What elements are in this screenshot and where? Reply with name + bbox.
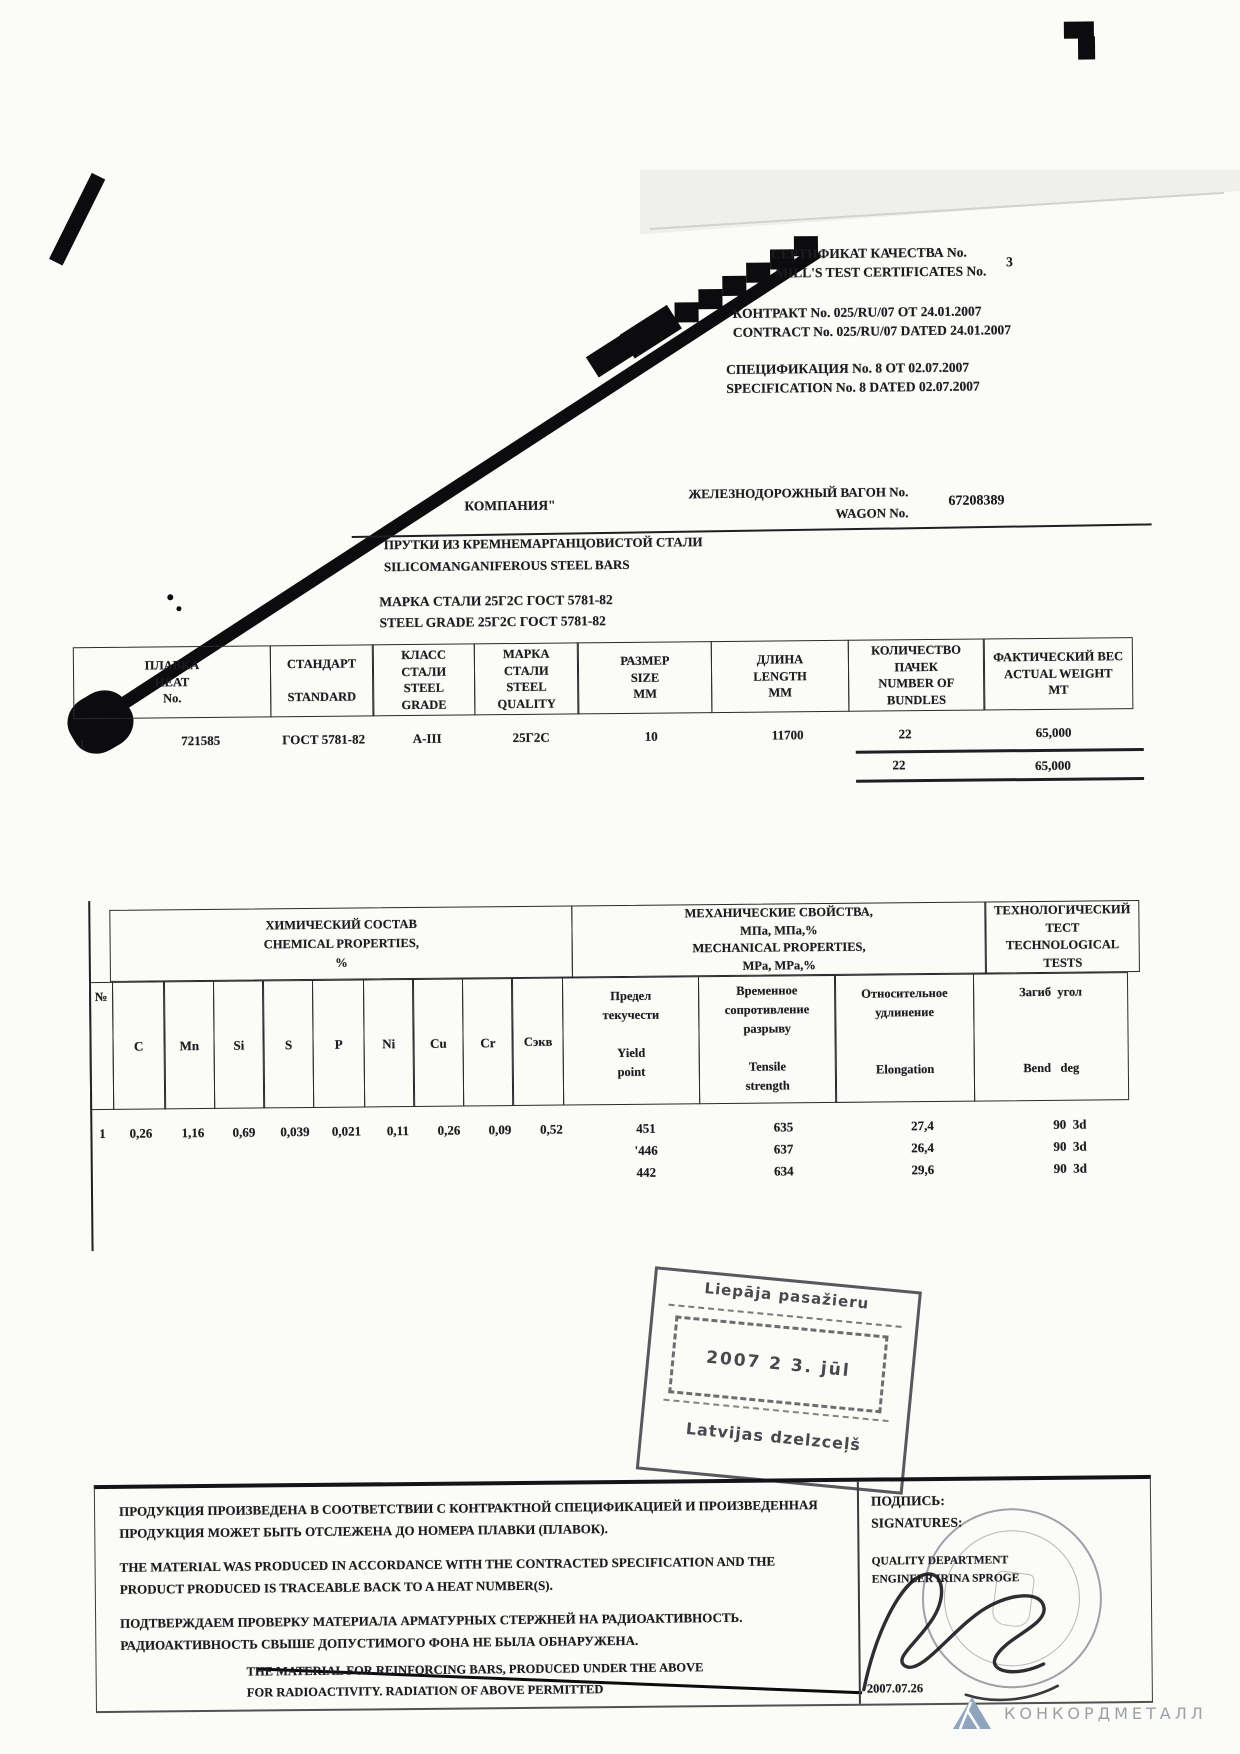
table2-cell-cu: 0,26 [437,1122,461,1138]
table2-header-mn: Mn [163,981,215,1109]
footer-brand [952,1696,1207,1730]
table2-cell-yield: 451 '446 442 [634,1120,658,1180]
scan-speck [176,606,181,611]
table1-header-bundles: КОЛИЧЕСТВО ПАЧЕК NUMBER OF BUNDLES [847,638,985,711]
specification-line-ru: СПЕЦИФИКАЦИЯ No. 8 ОТ 02.07.2007 [726,359,970,377]
table2-header-bend: Загиб угол Bend deg [973,972,1129,1101]
table1-header-standard: СТАНДАРТ STANDARD [269,644,374,717]
table2-cell-ni: 0,11 [386,1123,410,1139]
table2-cell-ceq: 0,52 [539,1121,563,1137]
table1-header-size: РАЗМЕР SIZE ММ [577,641,713,714]
table1-cell-steel-quality: 25Г2С [512,729,550,746]
specification-line-en: SPECIFICATION No. 8 DATED 02.07.2007 [726,378,980,396]
scan-step [722,276,746,296]
certificate-number: 3 [1006,254,1013,270]
scan-step [674,302,698,322]
table2-cell-mn: 1,16 [181,1125,205,1141]
table2-header-cr: Cr [462,978,514,1106]
table2-data-row [90,1113,1148,1189]
certificate-title-ru: СЕРТИФИКАТ КАЧЕСТВА No. [770,244,967,262]
scan-edge-slash [49,173,105,266]
railway-stamp [636,1266,922,1495]
signature-label-en: SIGNATURES: [871,1514,963,1531]
brand-name: КОНКОРДМЕТАЛЛ [1004,1703,1207,1723]
steel-grade-en: STEEL GRADE 25Г2С ГОСТ 5781-82 [379,613,606,631]
table2-header-cu: Cu [412,979,464,1107]
scan-corner-mark2 [1078,36,1095,59]
totals-weight: 65,000 [1035,757,1071,774]
table2-header-p: P [312,979,365,1107]
steel-grade-ru: МАРКА СТАЛИ 25Г2С ГОСТ 5781-82 [379,592,613,610]
table2-header-elongation: Относительное удлинение Elongation [834,974,975,1103]
table1-cell-size: 10 [644,728,658,744]
wagon-number: 67208389 [948,493,1005,509]
engineer-name: ENGINEER IRINA SPROGE [871,1572,1020,1586]
table1-header-steel-class: КЛАСС СТАЛИ STEEL GRADE [372,643,476,716]
signature-label-ru: ПОДПИСЬ: [870,1492,945,1509]
table1-cell-weight: 65,000 [1035,724,1072,741]
table1-header-steel-quality: МАРКА СТАЛИ STEEL QUALITY [474,642,580,715]
scan-step [746,263,770,283]
table2-cell-si: 0,69 [232,1124,256,1140]
table2-chemical-group-header: ХИМИЧЕСКИЙ СОСТАВ CHEMICAL PROPERTIES, % [110,905,574,981]
table2-header-c: C [112,981,166,1110]
table2-cell-s: 0,039 [280,1123,310,1140]
brand-triangle-icon [952,1696,992,1730]
product-name-ru: ПРУТКИ ИЗ КРЕМНЕМАРГАНЦОВИСТОЙ СТАЛИ [383,534,703,553]
contract-line-en: CONTRACT No. 025/RU/07 DATED 24.01.2007 [732,322,1011,340]
table1-header-length: ДЛИНА LENGTH ММ [711,640,850,713]
totals-rule-bottom [856,777,1144,782]
table2-cell-p: 0,021 [331,1123,362,1139]
table1-cell-length: 11700 [771,727,804,743]
stamp-date: 2007 2 3. jūl [705,1347,852,1382]
table2-header-yield: Предел текучести Yield point [562,976,700,1105]
table1-row-number: 1 [78,736,86,752]
product-name-en: SILICOMANGANIFEROUS STEEL BARS [383,556,630,575]
table2-no-spacer [87,910,112,982]
table1-data-row [74,724,1144,750]
contract-line-ru: КОНТРАКТ No. 025/RU/07 ОТ 24.01.2007 [732,303,982,321]
stamp-org-line: Latvijas dzelzceļš [685,1418,862,1455]
stamp-city-line: Liepāja pasažieru [703,1279,871,1313]
wagon-label-en: WAGON No. [835,505,909,521]
table2-header-tensile: Временное сопротивление разрыву Tensile strength [698,975,837,1104]
wagon-label-ru: ЖЕЛЕЗНОДОРОЖНЫЙ ВАГОН No. [688,484,909,502]
declaration-p1-ru: ПРОДУКЦИЯ ПРОИЗВЕДЕНА В СООТВЕТСТВИИ С КОНТРАКТНОЙ СПЕЦИФИКАЦИЕЙ И ПРОИЗВЕДЕННАЯ ПРОДУКЦИЯ МОЖЕТ БЫТЬ ОТСЛЕЖЕНА ДО НОМЕРА ПЛАВКИ (ПЛАВОК). [118,1497,818,1541]
totals-bundles: 22 [892,757,906,773]
table2-header-ni: Ni [363,979,415,1107]
table1-header-heat: ПЛАВКА HEAT No. [73,645,272,719]
table2-mechanical-group-header: МЕХАНИЧЕСКИЕ СВОЙСТВА, МПа, МПа,% MECHANICAL PROPERTIES, MPa, MPa,% [571,901,987,977]
declaration-p2-en: THE MATERIAL WAS PRODUCED IN ACCORDANCE WITH THE CONTRACTED SPECIFICATION AND THE PRODUCT PRODUCED IS TRACEABLE BACK TO A HEAT NUMBER(S). [119,1553,776,1597]
table2-cell-c: 0,26 [129,1125,153,1141]
table2-cell-tensile: 635 637 634 [773,1119,794,1179]
totals-rule-top [856,748,1144,754]
table2-subheader-row [89,972,1147,1110]
handwritten-signature [844,1536,1081,1713]
table1-header-row [73,637,1144,719]
table2-group-header-row [88,900,1146,982]
scan-speck [167,594,173,600]
certificate-title-en: MILL'S TEST CERTIFICATES No. [775,263,987,281]
table1-cell-heat: 721585 [181,732,221,749]
table2-cell-no: 1 [99,1125,106,1142]
signature-date: 2007.07.26 [866,1681,924,1696]
stamp-date-box [668,1315,888,1413]
declaration-p3-ru: ПОДТВЕРЖДАЕМ ПРОВЕРКУ МАТЕРИАЛА АРМАТУРНЫХ СТЕРЖНЕЙ НА РАДИОАКТИВНОСТЬ. РАДИОАКТИВНОСТЬ СВЫШЕ ДОПУСТИМОГО ФОНА НЕ БЫЛА ОБНАРУЖЕНА. [120,1609,743,1653]
table2-header-no: № [89,982,114,1110]
table2-header-si: Si [213,980,265,1108]
table1-cell-standard: ГОСТ 5781-82 [282,731,366,748]
table2-technological-group-header: ТЕХНОЛОГИЧЕСКИЙ ТЕСТ TECHNOLOGICAL TESTS [985,900,1141,973]
quality-department-label: QUALITY DEPARTMENT [871,1554,1009,1568]
table1-cell-steel-class: А-III [412,730,442,746]
table2-cell-bend: 90 3d 90 3d 90 3d [1053,1116,1087,1176]
table2-cell-elongation: 27,4 26,4 29,6 [910,1117,935,1178]
declaration-p4-en: THE MATERIAL FOR REINFORCING BARS, PRODUCED UNDER THE ABOVE FOR RADIOACTIVITY. RADIATION OF ABOVE PERMITTED [246,1660,704,1700]
company-name-fragment: КОМПАНИЯ" [464,497,556,514]
table2-cell-cr: 0,09 [488,1122,512,1138]
table2-header-s: S [262,980,314,1108]
table2-header-ceq: Сэкв [511,978,564,1106]
table1-header-weight: ФАКТИЧЕСКИЙ ВЕС ACTUAL WEIGHT МТ [983,637,1134,710]
table1-cell-bundles: 22 [898,726,912,742]
scan-step [698,289,722,309]
